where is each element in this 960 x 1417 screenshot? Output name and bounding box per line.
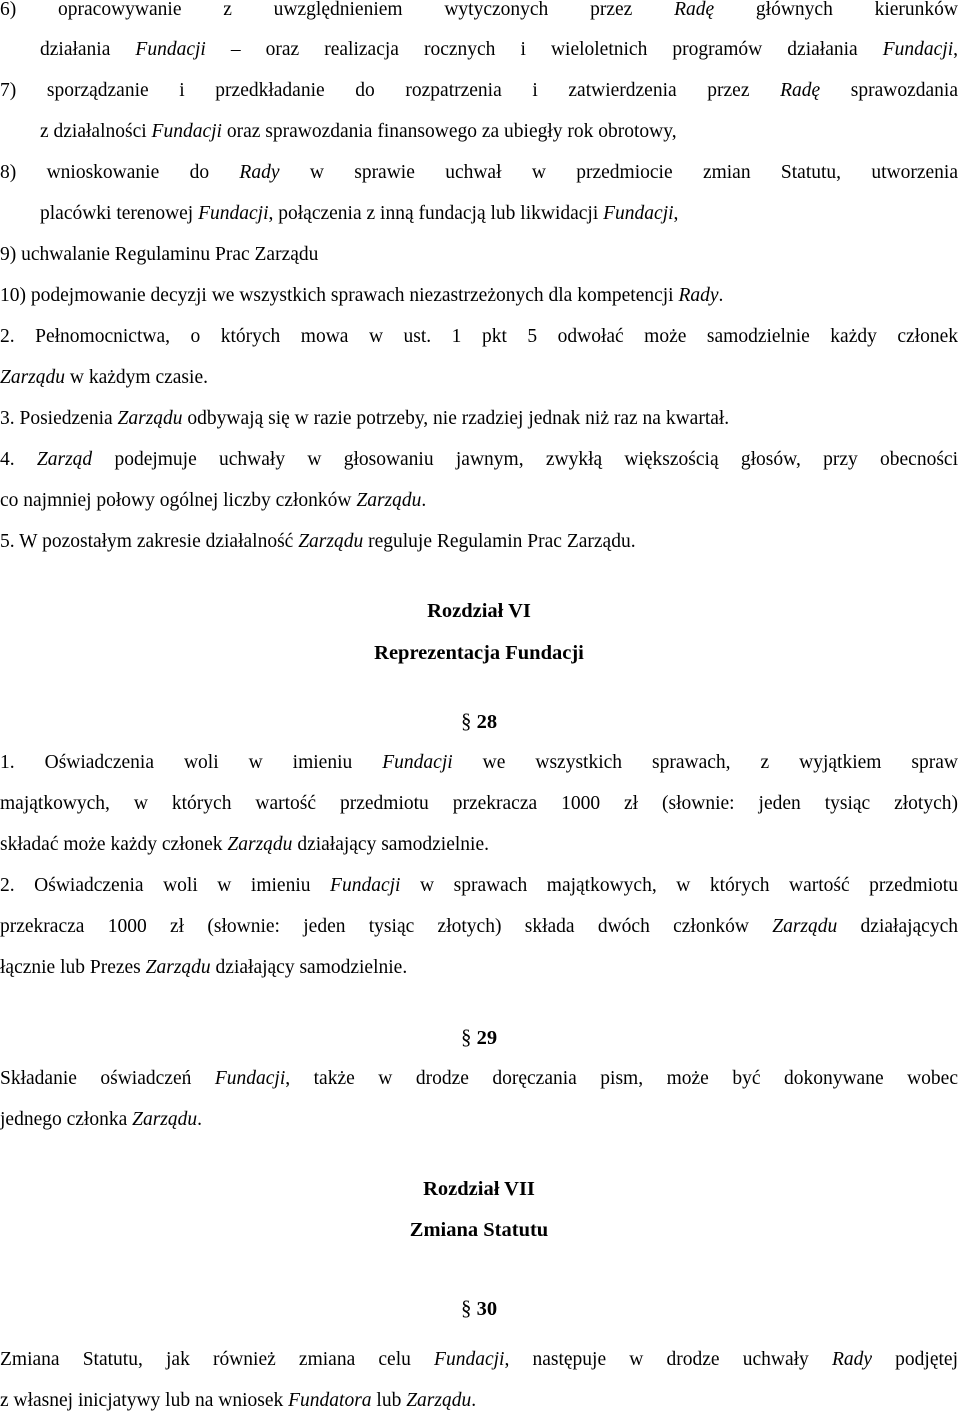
paragraph-line <box>0 792 958 816</box>
italic-run: Fundatora <box>288 1390 372 1411</box>
text-run: działających <box>837 916 958 937</box>
italic-run: Fundacji <box>330 875 401 896</box>
list-number: 7) <box>0 80 17 101</box>
paragraph-line <box>0 956 958 980</box>
paragraph-line <box>0 874 958 898</box>
section-symbol: § <box>460 709 472 733</box>
italic-run: Rady <box>678 285 719 306</box>
section-number: 30 <box>476 1298 498 1320</box>
italic-run: Zarządu <box>356 490 422 511</box>
text-run: , także w drodze doręczania pism, może być dokonywane wobec <box>285 1068 958 1089</box>
paragraph-line <box>0 833 958 857</box>
italic-run: Zarządu <box>772 916 838 937</box>
list-number: 6) <box>0 0 17 20</box>
text-run: , połączenia z inną fundacją lub likwidacji <box>268 203 604 224</box>
list-number: 9) <box>0 244 17 265</box>
list-text <box>40 39 958 60</box>
text-run: przekracza 1000 zł (słownie: jeden tysiąc złotych) składa dwóch członków <box>0 916 773 937</box>
section-heading <box>0 709 958 734</box>
italic-run: Zarządu <box>145 957 211 978</box>
text-run: . <box>471 1390 477 1411</box>
list-item-continuation <box>40 202 958 226</box>
text-run: wnioskowanie do <box>46 162 240 183</box>
paragraph-line <box>0 1067 958 1091</box>
text-run: podjętej <box>872 1349 958 1370</box>
italic-run: Zarządu <box>132 1109 198 1130</box>
list-text <box>47 80 958 101</box>
italic-run: Radę <box>674 0 715 20</box>
list-item <box>0 0 958 22</box>
text-run: 2. Pełnomocnictwa, o których mowa w ust. 1 pkt 5 odwołać może samodzielnie każdy członek <box>0 326 958 347</box>
text-run: działający samodzielnie. <box>210 957 408 978</box>
text-run: z działalności <box>40 121 152 142</box>
text-run: lub <box>371 1390 407 1411</box>
text-run: działania <box>40 39 136 60</box>
italic-run: Fundacji <box>135 39 206 60</box>
paragraph-line <box>0 407 958 431</box>
text-run: uchwalanie Regulaminu Prac Zarządu <box>21 244 319 265</box>
text-run: w sprawie uchwał w przedmiocie zmian Statutu, utworzenia <box>279 162 959 183</box>
text-run: . <box>197 1109 203 1130</box>
italic-run: Fundacji <box>882 39 954 60</box>
italic-run: Fundacji <box>151 121 222 142</box>
text-run: 1. Oświadczenia woli w imieniu <box>0 752 383 773</box>
text-run: w każdym czasie. <box>65 367 208 388</box>
italic-run: Rady <box>239 162 280 183</box>
italic-run: Fundacji <box>214 1068 286 1089</box>
text-run: głównych kierunków <box>714 0 958 20</box>
chapter-subtitle: Reprezentacja Fundacji <box>374 642 584 664</box>
italic-run: Rady <box>831 1349 873 1370</box>
chapter-subtitle: Zmiana Statutu <box>409 1219 549 1241</box>
paragraph-line <box>0 489 958 513</box>
text-run: we wszystkich sprawach, z wyjątkiem spraw <box>452 752 958 773</box>
text-run: , <box>673 203 679 224</box>
text-run: sporządzanie i przedkładanie do rozpatrzenia i zatwierdzenia przez <box>46 80 781 101</box>
text-run: podejmuje uchwały w głosowaniu jawnym, zwykłą większością głosów, przy obecności <box>92 449 958 470</box>
paragraph-line <box>0 448 958 472</box>
text-run: majątkowych, w których wartość przedmiotu przekracza 1000 zł (słownie: jeden tysiąc złotych) <box>0 793 958 814</box>
paragraph-line <box>0 751 958 775</box>
paragraph-line <box>0 1348 958 1372</box>
italic-run: Zarządu <box>406 1390 472 1411</box>
text-run: 5. W pozostałym zakresie działalność <box>0 531 299 552</box>
paragraph-line <box>0 915 958 939</box>
list-number: 10) <box>0 285 26 306</box>
text-run: reguluje Regulamin Prac Zarządu. <box>363 531 636 552</box>
italic-run: Zarządu <box>227 834 293 855</box>
section-number: 29 <box>476 1027 498 1049</box>
paragraph-line <box>0 530 958 554</box>
text-run: jednego członka <box>0 1109 133 1130</box>
list-item <box>0 284 958 308</box>
text-run: podejmowanie decyzji we wszystkich sprawach niezastrzeżonych dla kompetencji <box>30 285 679 306</box>
italic-run: Zarządu <box>298 531 364 552</box>
chapter-title: Rozdział VII <box>423 1178 535 1200</box>
section-number: 28 <box>476 711 498 733</box>
italic-run: Fundacji <box>603 203 674 224</box>
italic-run: Zarządu <box>0 367 66 388</box>
paragraph-line <box>0 1389 958 1413</box>
text-run: , następuje w drodze uchwały <box>504 1349 832 1370</box>
text-run: 4. <box>0 449 37 470</box>
italic-run: Fundacji <box>382 752 453 773</box>
text-run: co najmniej połowy ogólnej liczby członków <box>0 490 357 511</box>
text-run: opracowywanie z uwzględnieniem wytyczonych przez <box>58 0 675 20</box>
list-text <box>40 121 677 142</box>
list-text <box>31 285 724 306</box>
italic-run: Fundacji <box>434 1349 505 1370</box>
text-run: łącznie lub Prezes <box>0 957 146 978</box>
section-heading <box>0 1025 958 1050</box>
text-run: placówki terenowej <box>40 203 199 224</box>
list-item <box>0 243 958 267</box>
section-symbol: § <box>460 1296 472 1320</box>
list-text <box>40 203 678 224</box>
text-run: . <box>718 285 724 306</box>
italic-run: Zarząd <box>36 449 93 470</box>
text-run: sprawozdania <box>820 80 959 101</box>
section-heading <box>0 1296 958 1321</box>
text-run: 3. Posiedzenia <box>0 408 118 429</box>
section-symbol: § <box>460 1025 472 1049</box>
italic-run: Fundacji <box>198 203 269 224</box>
list-item-continuation <box>40 120 958 144</box>
text-run: 2. Oświadczenia woli w imieniu <box>0 875 331 896</box>
paragraph-line <box>0 366 958 390</box>
text-run: działający samodzielnie. <box>292 834 489 855</box>
list-text <box>58 0 958 20</box>
text-run: Zmiana Statutu, jak również zmiana celu <box>0 1349 435 1370</box>
italic-run: Zarządu <box>117 408 183 429</box>
list-text <box>21 244 318 265</box>
text-run: , <box>953 39 958 60</box>
text-run: składać może każdy członek <box>0 834 228 855</box>
text-run: – oraz realizacja rocznych i wieloletnich programów działania <box>205 39 883 60</box>
text-run: z własnej inicjatywy lub na wniosek <box>0 1390 289 1411</box>
paragraph-line <box>0 325 958 349</box>
chapter-title: Rozdział VI <box>427 600 531 622</box>
text-run: w sprawach majątkowych, w których wartość przedmiotu <box>400 875 958 896</box>
text-run: odbywają się w razie potrzeby, nie rzadziej jednak niż raz na kwartał. <box>182 408 730 429</box>
text-run: . <box>421 490 427 511</box>
list-item <box>0 161 958 185</box>
list-item-continuation <box>40 38 958 62</box>
italic-run: Radę <box>780 80 821 101</box>
text-run: Składanie oświadczeń <box>0 1068 215 1089</box>
list-item <box>0 79 958 103</box>
paragraph-line <box>0 1108 958 1132</box>
list-text <box>47 162 958 183</box>
text-run: oraz sprawozdania finansowego za ubiegły rok obrotowy, <box>221 121 677 142</box>
list-number: 8) <box>0 162 17 183</box>
